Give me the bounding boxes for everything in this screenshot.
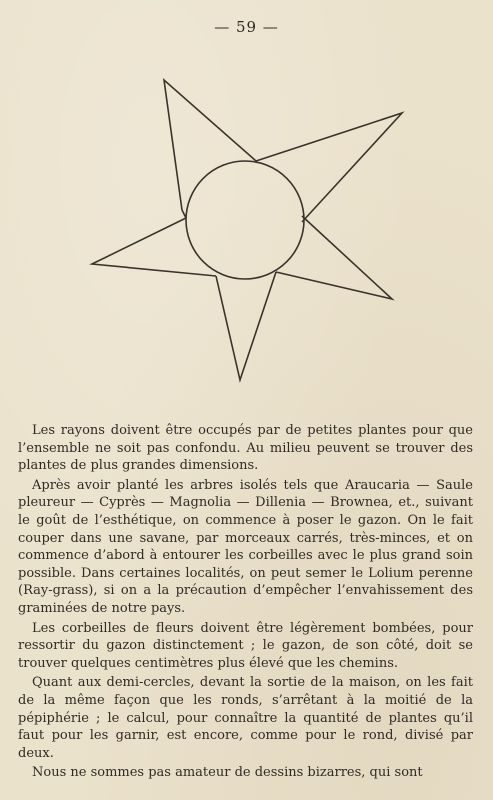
paragraph-1: Les rayons doivent être occupés par de petites plantes pour que l’ensemble ne soit pas confondu. Au milieu peuvent se trouver des plantes de plus grandes dimensions. (18, 423, 473, 474)
paragraph-3: Les corbeilles de fleurs doivent être légèrement bombées, pour ressortir du gazon distinctement ; le gazon, de son côté, doit se trouver quelques centimètres plus élevé que les chemins. (18, 620, 473, 671)
star-ray-top-right (256, 113, 402, 222)
star-ray-right (276, 216, 392, 299)
paragraph-2: Après avoir planté les arbres isolés tels que Araucaria — Saule pleureur — Cyprès — Magnolia — Dillenia — Brownea, et., suivant le goût de l’esthétique, on commence à poser le gazon. On le fait couper dans une savane, par morceaux carrés, très-minces, et on commence d’abord à entourer les corbeilles avec le plus grand soin possible. Dans certaines localités, on peut semer le Lolium perenne (Ray-grass), si on a la précaution d’empêcher l’envahissement des graminées de notre pays. (18, 477, 473, 616)
star-ray-bottom (216, 272, 276, 380)
paragraph-5: Nous ne sommes pas amateur de dessins bizarres, qui sont (32, 765, 423, 781)
star-ray-top (164, 80, 256, 210)
star-circle-figure (80, 68, 430, 398)
body-text (18, 422, 473, 782)
star-ray-left-join (182, 210, 186, 218)
paragraph-4: Quant aux demi-cercles, devant la sortie de la maison, on les fait de la même façon que les ronds, s’arrêtant à la moitié de la pépiphérie ; le calcul, pour connaître la quantité de plantes qu’il faut pour les garnir, est encore, comme pour le rond, divisé par deux. (18, 675, 473, 761)
central-circle (186, 161, 304, 279)
page-number: — 59 — (214, 18, 279, 36)
star-ray-left (92, 218, 216, 276)
star-diagram (80, 68, 430, 398)
